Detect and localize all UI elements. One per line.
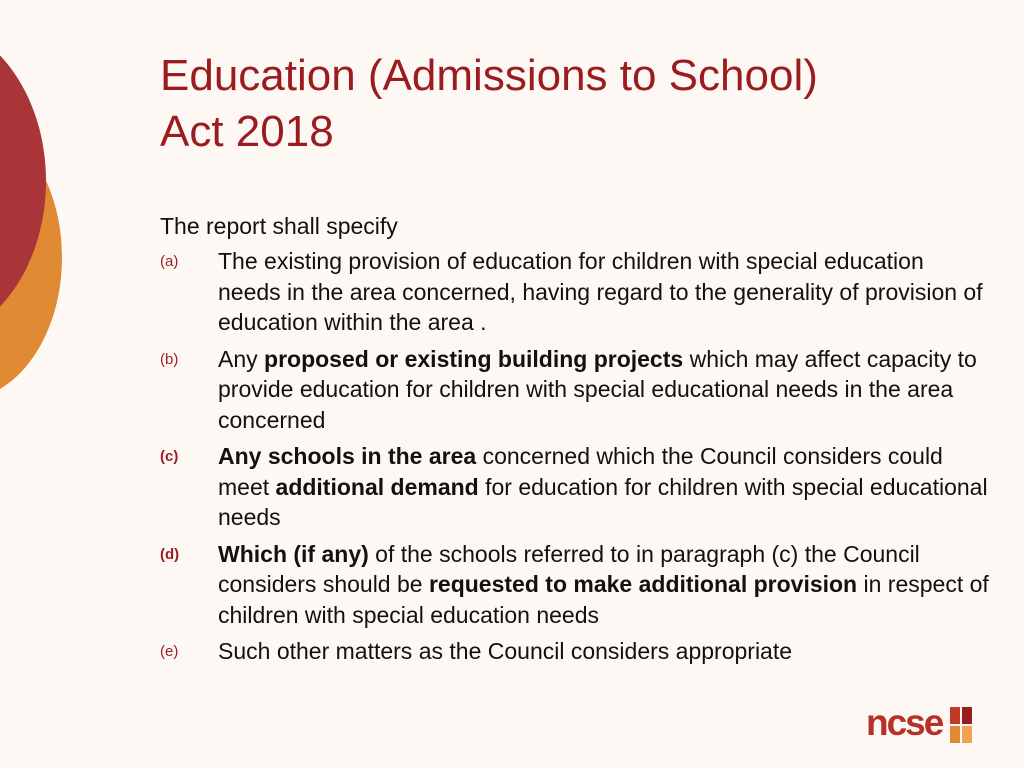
item-text: [218, 636, 990, 667]
item-text: [218, 441, 990, 533]
item-marker: (a): [160, 253, 179, 270]
text-segment: of the schools referred to in paragraph (c) the Council considers should be: [218, 540, 920, 597]
text-segment-bold: Which (if any): [218, 540, 369, 567]
text-segment: which may affect capacity to provide education for children with special educational needs in the area concerned: [218, 345, 977, 433]
item-text: [218, 539, 990, 631]
item-text: [218, 344, 990, 436]
text-segment: The existing provision of education for children with special education needs in the area concerned, having regard to the generality of provision of education within the area .: [218, 248, 983, 335]
intro-text: The report shall specify: [160, 213, 398, 239]
text-segment-bold: requested to make additional provision: [428, 571, 858, 597]
text-segment: Such other matters as the Council considers appropriate: [218, 638, 793, 664]
list-item: [160, 539, 990, 631]
item-marker: (e): [160, 643, 179, 660]
item-marker: (b): [160, 350, 179, 368]
text-segment: for education for children with special educational needs: [218, 473, 988, 530]
list-item: [160, 344, 990, 436]
logo-square-light-orange: [962, 726, 972, 743]
list-item: [160, 636, 990, 667]
logo-text: ncse: [866, 702, 943, 743]
logo-square-red: [950, 707, 960, 724]
text-segment: concerned which the Council considers could meet: [218, 443, 943, 500]
text-segment: Any: [218, 345, 265, 372]
title-line-1: Education (Admissions to School): [160, 51, 818, 100]
item-text: [218, 246, 990, 338]
text-segment-bold: Any schools in the area: [218, 443, 477, 469]
text-segment-bold: proposed or existing building projects: [264, 345, 684, 372]
list-item: [160, 246, 990, 338]
text-segment: in respect of children with special education needs: [218, 571, 989, 628]
title-line-2: Act 2018: [160, 107, 334, 156]
logo-square-orange: [950, 726, 960, 743]
list-item: [160, 441, 990, 533]
item-marker: (c): [160, 448, 179, 465]
ncse-logo: [866, 703, 978, 745]
logo-square-dark-red: [962, 707, 972, 724]
page-title: [160, 48, 980, 160]
text-segment-bold: additional demand: [275, 473, 479, 500]
logo-squares-icon: [950, 707, 973, 744]
item-marker: (d): [160, 545, 180, 563]
slide-content: [160, 211, 990, 673]
